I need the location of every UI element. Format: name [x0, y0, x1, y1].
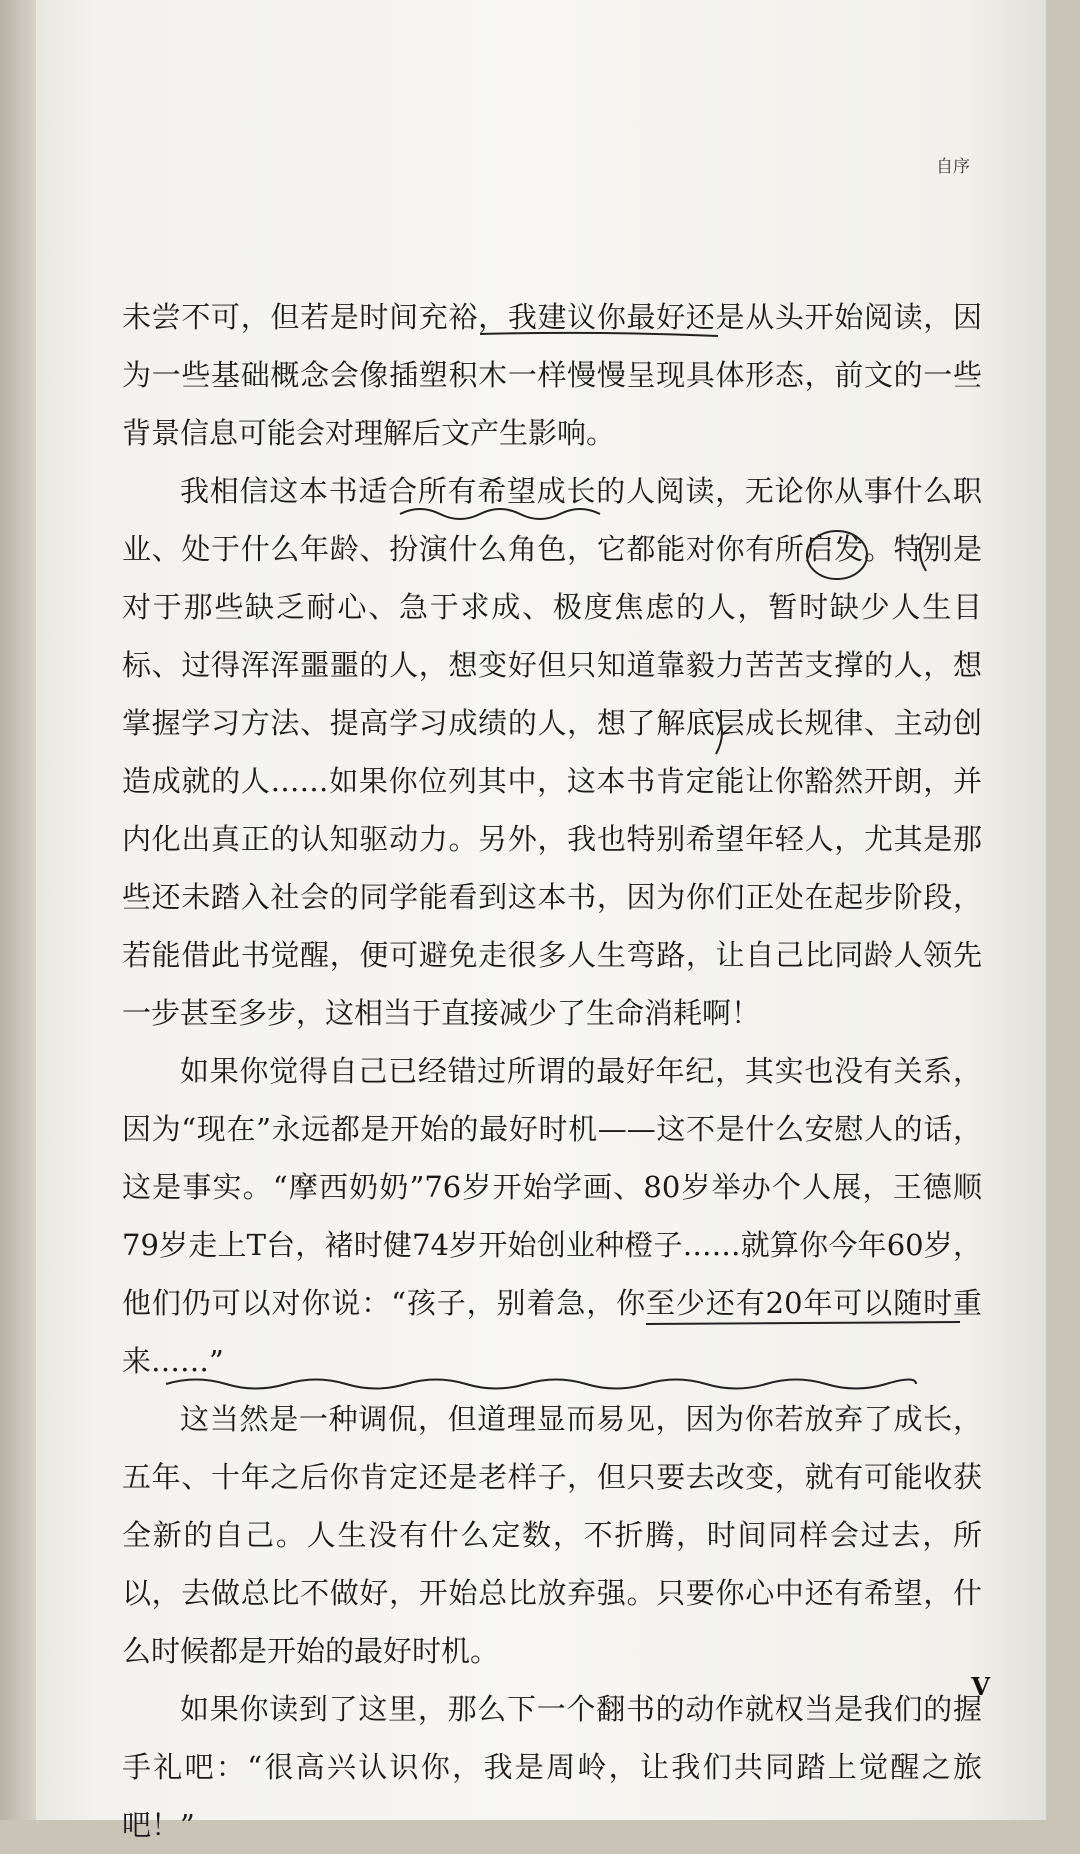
handwritten-underline-1 — [480, 333, 718, 336]
paragraph-3: 如果你觉得自己已经错过所谓的最好年纪，其实也没有关系，因为“现在”永远都是开始的最好时机——这不是什么安慰人的话，这是事实。“摩西奶奶”76岁开始学画、80岁举办个人展，王德顺79岁走上T台，褚时健74岁开始创业种橙子……就算你今年60岁，他们仍可以对你说：“孩子，别着急，你至少还有20年可以随时重来……” — [122, 1054, 982, 1378]
handwritten-underline-3 — [646, 1322, 960, 1324]
paragraph-1: 未尝不可，但若是时间充裕，我建议你最好还是从头开始阅读，因为一些基础概念会像插塑积木一样慢慢呈现具体形态，前文的一些背景信息可能会对理解后文产生影响。 — [122, 300, 982, 450]
handwritten-bracket-open — [920, 533, 926, 571]
paragraph-4: 这当然是一种调侃，但道理显而易见，因为你若放弃了成长，五年、十年之后你肯定还是老样子，但只要去改变，就有可能收获全新的自己。人生没有什么定数，不折腾，时间同样会过去，所以，去做总比不做好，开始总比放弃强。只要你心中还有希望，什么时候都是开始的最好时机。 — [122, 1402, 982, 1668]
page-number: V — [971, 1672, 990, 1701]
running-header: 自序 — [936, 157, 970, 177]
handwritten-wavy-underline-4 — [166, 1380, 916, 1389]
handwritten-wavy-underline-2 — [400, 509, 600, 519]
handwritten-bracket-close — [716, 712, 722, 754]
handwritten-circle — [807, 531, 867, 579]
paragraph-5: 如果你读到了这里，那么下一个翻书的动作就权当是我们的握手礼吧：“很高兴认识你，我是周岭，让我们共同踏上觉醒之旅吧！” — [122, 1692, 982, 1842]
paragraph-2: 我相信这本书适合所有希望成长的人阅读，无论你从事什么职业、处于什么年龄、扮演什么角色，它都能对你有所启发。特别是对于那些缺乏耐心、急于求成、极度焦虑的人，暂时缺少人生目标、过得浑浑噩噩的人，想变好但只知道靠毅力苦苦支撑的人，想掌握学习方法、提高学习成绩的人，想了解底层成长规律、主动创造成就的人……如果你位列其中，这本书肯定能让你豁然开朗，并内化出真正的认知驱动力。另外，我也特别希望年轻人，尤其是那些还未踏入社会的同学能看到这本书，因为你们正处在起步阶段，若能借此书觉醒，便可避免走很多人生弯路，让自己比同龄人领先一步甚至多步，这相当于直接减少了生命消耗啊！ — [122, 474, 982, 1030]
